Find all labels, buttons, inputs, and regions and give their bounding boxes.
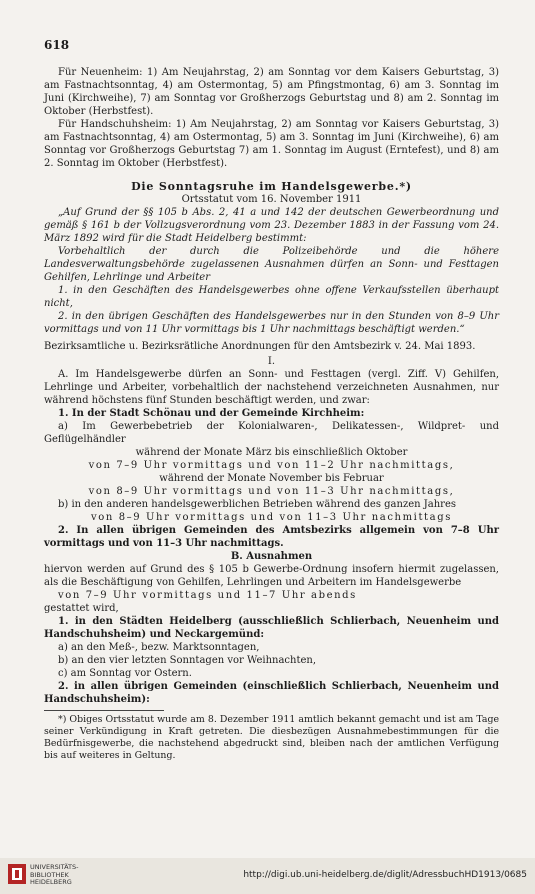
statute-item-1: 1. in den Geschäften des Handelsgewerbes ohne offene Verkaufsstellen überhaupt nicht, — [44, 285, 499, 309]
footer-bar — [0, 858, 535, 894]
footnote: *) Obiges Ortsstatut wurde am 8. Dezember 1911 amtlich bekannt gemacht und ist am Tage seiner Verkündigung in Kraft getreten. Die diesbezügen Ausnahmebestimmungen für die Bedürfnisgewerbe, die nachstehend abgedruckt sind, bleiben nach der amtlichen Verfügung bis auf weiteres in Geltung. — [44, 714, 499, 761]
statute-vorbehalt: Vorbehaltlich der durch die Polizeibehörde und die höhere Landesverwaltungsbehörde zugelassenen Ausnahmen dürfen an Sonn- und Festtagen Gehilfen, Lehrlinge und Arbeiter — [44, 246, 499, 283]
university-seal-icon — [8, 864, 26, 884]
statute-item-2: 2. in den übrigen Geschäften des Handelsgewerbes nur in den Stunden von 8–9 Uhr vormittags und von 11 Uhr vormittags bis 1 Uhr nachmittags beschäftigt werden.“ — [44, 311, 499, 335]
roman-heading: I. — [267, 356, 276, 367]
page-body — [44, 66, 499, 762]
b1-b: b) an den vier letzten Sonntagen vor Weihnachten, — [58, 655, 317, 666]
b-heading: B. Ausnahmen — [230, 551, 313, 562]
bezirk-heading: Bezirksamtliche u. Bezirksrätliche Anordnungen für den Amtsbezirk v. 24. Mai 1893. — [44, 341, 476, 352]
neuenheim-paragraph: Für Neuenheim: 1) Am Neujahrstag, 2) am Sonntag vor dem Kaisers Geburtstag, 3) am Fastnachtsonntag, 4) am Ostermontag, 5) am Pfingstmontag, 6) am 3. Sonntag im Juni (Kirchweihe), 7) am Sonntag vor Großherzogs Geburtstag und 8) am 2. Sonntag im Oktober (Herbstfest). — [44, 67, 499, 117]
b-time: von 7–9 Uhr vormittags und 11–7 Uhr abends — [58, 590, 357, 601]
footnote-rule — [44, 710, 164, 711]
a1-a: a) Im Gewerbebetrieb der Kolonialwaren-, Delikatessen-, Wildpret- und Geflügelhändler — [44, 421, 499, 445]
source-url[interactable]: http://digi.ub.uni-heidelberg.de/diglit/AdressbuchHD1913/0685 — [243, 870, 527, 880]
b1-c: c) am Sonntag vor Ostern. — [58, 668, 192, 679]
a2: 2. In allen übrigen Gemeinden des Amtsbezirks allgemein von 7–8 Uhr vormittags und von 11–3 Uhr nachmittags. — [44, 525, 499, 549]
b-text: hiervon werden auf Grund des § 105 b Gewerbe-Ordnung insofern hiermit zugelassen, als die Beschäftigung von Gehilfen, Lehrlingen und Arbeitern im Handelsgewerbe — [44, 564, 499, 588]
a1-b-time: von 8–9 Uhr vormittags und von 11–3 Uhr nachmittags — [91, 512, 452, 523]
b1-a: a) an den Meß-, bezw. Marktsonntagen, — [58, 642, 260, 653]
section-title: Die Sonntagsruhe im Handelsgewerbe.*) — [131, 180, 412, 193]
statute-quote: „Auf Grund der §§ 105 b Abs. 2, 41 a und 142 der deutschen Gewerbeordnung und gemäß § 161 b der Vollzugsverordnung vom 23. Dezember 1883 in der Fassung vom 24. März 1892 wird für die Stadt Heidelberg bestimmt: — [44, 207, 499, 244]
a1-a-time2: von 8–9 Uhr vormittags und von 11–3 Uhr nachmittags, — [88, 486, 455, 497]
section-subtitle: Ortsstatut vom 16. November 1911 — [181, 194, 362, 205]
b2-heading: 2. in allen übrigen Gemeinden (einschließlich Schlierbach, Neuenheim und Handschuhsheim): — [44, 681, 499, 705]
a1-a-period1: während der Monate März bis einschließlich Oktober — [135, 447, 408, 458]
a-intro: A. Im Handelsgewerbe dürfen an Sonn- und Festtagen (vergl. Ziff. V) Gehilfen, Lehrlinge und Arbeiter, vorbehaltlich der nachstehend verzeichneten Ausnahmen, nur während höchstens fünf Stunden beschäftigt werden, und zwar: — [44, 369, 499, 406]
b-gestattet: gestattet wird, — [44, 603, 119, 614]
b1-heading: 1. in den Städten Heidelberg (ausschließlich Schlierbach, Neuenheim und Handschuhsheim) und Neckargemünd: — [44, 616, 499, 640]
page-number: 618 — [44, 38, 70, 52]
library-name: UNIVERSITÄTS- BIBLIOTHEK HEIDELBERG — [30, 863, 79, 886]
a1-b: b) in den anderen handelsgewerblichen Betrieben während des ganzen Jahres — [58, 499, 457, 510]
a1-heading: 1. In der Stadt Schönau und der Gemeinde Kirchheim: — [58, 408, 365, 419]
handschuhsheim-paragraph: Für Handschuhsheim: 1) Am Neujahrstag, 2) am Sonntag vor Kaisers Geburtstag, 3) am Fastnachtsonntag, 4) am Ostermontag, 5) am 3. Sonntag im Juni (Kirchweihe), 6) am Sonntag vor Großherzogs Geburtstag 7) am 1. Sonntag im August (Erntefest), und 8) am 2. Sonntag im Oktober (Herbstfest). — [44, 119, 499, 169]
a1-a-period2: während der Monate November bis Februar — [159, 473, 384, 484]
a1-a-time1: von 7–9 Uhr vormittags und von 11–2 Uhr nachmittags, — [88, 460, 455, 471]
